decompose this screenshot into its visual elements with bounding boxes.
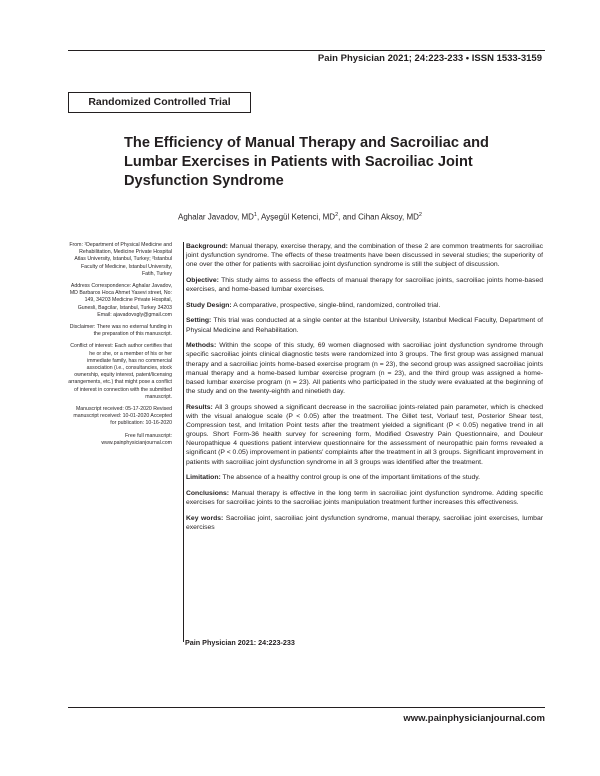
section-heading: Limitation: (186, 474, 221, 482)
author-separator: , and (338, 212, 359, 222)
author-name: Aghalar Javadov, MD (178, 212, 254, 222)
section-text: The absence of a healthy control group is one of the important limitations of the study. (222, 474, 481, 482)
article-type-box: Randomized Controlled Trial (68, 92, 251, 113)
author-separator: , (256, 212, 261, 222)
author-affiliation-mark: 2 (335, 212, 339, 218)
section-heading: Conclusions: (186, 489, 230, 497)
author-name: Ayşegül Ketenci, MD (260, 212, 336, 222)
author-line (0, 212, 600, 222)
journal-website: www.painphysicianjournal.com (403, 713, 545, 724)
section-heading: Results: (186, 403, 213, 411)
section-heading: Objective: (186, 276, 219, 284)
section-text: Manual therapy, exercise therapy, and the combination of these 2 are common treatments for sacroiliac joint dysfunction syndrome. The effects of these treatments have been discussed in several studies; the superiority of one over the other for patients with sacroiliac joint dysfunction syndrome is still the subject of discussion. (186, 243, 543, 269)
section-heading: Key words: (186, 514, 224, 522)
abstract-background (186, 242, 543, 269)
conflict-of-interest: Conflict of interest: Each author certifies that he or she, or a member of his or her immediate family, has no commercial association (i.e., consultancies, stock ownership, equity interest, patent/licensing arrangements, etc.) that might pose a conflict of interest in connection with the submitted manuscript. (68, 343, 172, 400)
free-manuscript: Free full manuscript: www.painphysicianjournal.com (101, 432, 172, 446)
section-heading: Setting: (186, 317, 212, 325)
abstract-results (186, 403, 543, 467)
abstract-keywords (186, 514, 543, 532)
section-text: Manual therapy is effective in the long term in sacroiliac joint dysfunction syndrome. Adding specific exercises for sacroiliac joints to the sacroiliac joints manipulation treatment further increases this effectiveness. (186, 489, 544, 507)
section-heading: Study Design: (186, 301, 232, 309)
section-text: A comparative, prospective, single-blind, randomized, controlled trial. (233, 301, 441, 309)
footer-rule (68, 707, 545, 708)
abstract-design (186, 301, 543, 310)
correspondence: Address Correspondence: Aghalar Javadov, MD Barbaros Hoca Ahmet Yasevi street, No: 149, 34203 Medicine Private Hospital, Gunesli, Bagcilar, Istanbul, Turkey 34203 Email: ajavadovsgly@gmail.com (69, 283, 172, 318)
author-affiliation-mark: 1 (253, 212, 257, 218)
abstract-objective (186, 276, 543, 294)
header-rule (68, 50, 545, 51)
abstract-methods (186, 341, 543, 396)
abstract (183, 242, 543, 642)
section-text: This trial was conducted at a single center at the Istanbul University, Istanbul Medical Faculty, Department of Physical Medicine and Rehabilitation. (186, 317, 544, 334)
disclaimer: Disclaimer: There was no external funding in the preparation of this manuscript. (69, 324, 172, 338)
section-text: Within the scope of this study, 69 women diagnosed with sacroiliac joint dysfunction syndrome through specific sacroiliac joints clinical diagnostic tests were randomized into 3 groups. The first group was assigned manual therapy and a sacroiliac joints home-based exercise program (n = 23), the second group was assigned sacroiliac joints manual therapy and a home-based lumbar exercise program (n = 23), and the third group was assigned a home-based lumbar exercise program (n = 23). All patients who participated in the study were evaluated at the beginning of the study and on the twenty-eighth and ninetieth day. (186, 342, 543, 396)
section-text: All 3 groups showed a significant decrease in the sacroiliac joints-related pain parameter, which is checked with the visual analogue scale (P < 0.05) after the treatment. The Gillet test, Vorlauf test, Posterior Shear test, Compression test, and Irritation Point tests after the treatment yielded a significant (P < 0.05) negative trend in all groups. Short Form-36 health survey for screening form, Modified Oswestry Pain Questionnaire, and Douleur Neuropathique 4 questions patient interview questionnaire for the assessment of neuropathic pain forms revealed a significant (P < 0.05) improvement in patients' complaints after the treatment in all 3 groups. Significant improvement in patients with sacroiliac joint dysfunction syndrome in all 3 groups was identified after the treatment. (186, 403, 543, 466)
author-name: Cihan Aksoy, MD (358, 212, 419, 222)
citation: Pain Physician 2021: 24:223-233 (185, 638, 295, 647)
affiliations: From: ¹Department of Physical Medicine and Rehabilitation, Medicine Private Hospital Atlas University, Istanbul, Turkey; ²Istanbul Faculty of Medicine, Istanbul University, Fatih, Turkey (69, 242, 172, 277)
article-sidebar (68, 242, 172, 452)
journal-reference: Pain Physician 2021; 24:223-233 • ISSN 1533-3159 (317, 53, 542, 64)
author-affiliation-mark: 2 (418, 212, 422, 218)
section-heading: Methods: (186, 342, 217, 350)
abstract-conclusions (186, 489, 543, 507)
article-title: The Efficiency of Manual Therapy and Sacroiliac and Lumbar Exercises in Patients with Sacroiliac Joint Dysfunction Syndrome (124, 135, 489, 189)
section-text: Sacroiliac joint, sacroiliac joint dysfunction syndrome, manual therapy, sacroiliac joint exercises, lumbar exercises (186, 514, 544, 531)
section-text: This study aims to assess the effects of manual therapy for sacroiliac joints, sacroiliac joints home-based exercises, and home-based lumbar exercises. (186, 276, 544, 294)
abstract-setting (186, 316, 543, 334)
section-heading: Background: (186, 243, 228, 250)
abstract-limitation (186, 473, 543, 482)
manuscript-dates: Manuscript received: 05-17-2020 Revised manuscript received: 10-01-2020 Accepted for publication: 10-16-2020 (73, 406, 172, 427)
